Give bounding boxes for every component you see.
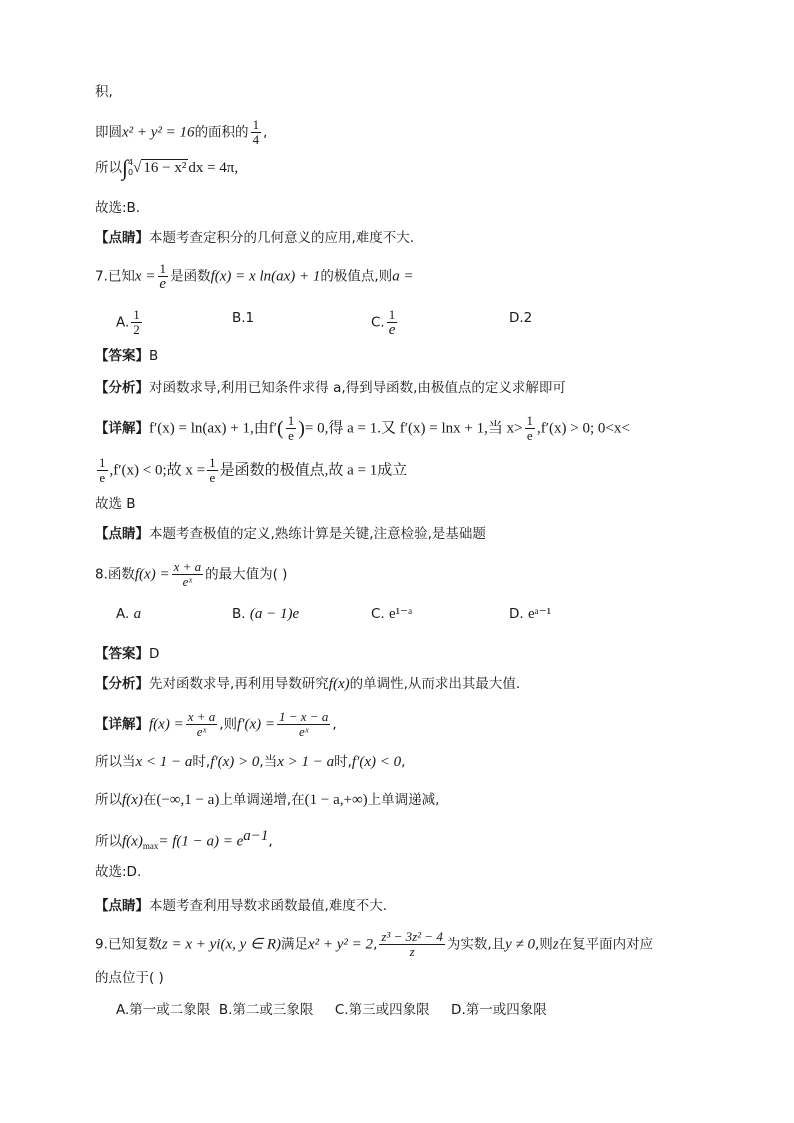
text-line: 积, — [95, 84, 113, 100]
text-line: 的点位于( ) — [95, 970, 164, 986]
q7-option-a: A. $\frac{1}{2}$ — [116, 307, 140, 337]
note-line: 【点睛】本题考查定积分的几何意义的应用,难度不大. — [95, 230, 415, 246]
question-8: 8.函数f(x) = $\frac{x + a}{\text{eˣ}}$ 的最大值为( ) — [95, 559, 288, 589]
answer-line: 【答案】B — [95, 348, 159, 364]
answer-line: 【答案】D — [95, 646, 160, 662]
q8-option-d: D. eᵃ⁻¹ — [509, 606, 552, 622]
text-line: 所以∫ 4 0 √ 16 − x² dx = 4π, — [95, 155, 239, 180]
detail-line: $\frac{1}{e}$ ,f′(x) < 0;故 x = $\frac{1}{e}$ 是函数的极值点,故 a = 1成立 — [99, 455, 408, 485]
q8-option-a: A. a — [116, 606, 142, 622]
question-9: 9.已知复数z = x + yi(x, y ∈ R)满足x² + y² = 2, $\frac{\text{z³ − 3z² − 4}}{z}$ 为实数,且y ≠ 0,则z在复平面内对应 — [95, 929, 654, 959]
q8-option-c: C. e¹⁻ᵃ — [371, 606, 413, 622]
q7-option-d: D.2 — [509, 310, 533, 326]
note-line: 【点睛】本题考查利用导数求函数最值,难度不大. — [95, 898, 388, 914]
fraction: $\frac{1}{4}$ — [252, 117, 260, 147]
detail-line: 所以当x < 1 − a时,f′(x) > 0,当x > 1 − a时,f′(x) < 0, — [95, 754, 406, 770]
text-line: 即圆x² + y² = 16的面积的 $\frac{1}{4}$ , — [95, 117, 268, 147]
note-line: 【点睛】本题考查极值的定义,熟练计算是关键,注意检验,是基础题 — [95, 526, 486, 542]
q7-option-b: B.1 — [232, 310, 255, 326]
choose-line: 故选 B — [95, 496, 136, 512]
detail-line: 所以f(x)在(−∞,1 − a)上单调递增,在(1 − a,+∞)上单调递减, — [95, 792, 440, 808]
question-7: 7.已知x = $\frac{1}{e}$ 是函数f(x) = x ln(ax) + 1的极值点,则a = — [95, 261, 414, 292]
text-line: 故选:B. — [95, 200, 141, 216]
detail-line: 【详解】f(x) = $\frac{x + a}{\text{eˣ}}$ ,则f′(x) = $\frac{1 - x - a}{\text{eˣ}}$ , — [95, 709, 337, 739]
q9-options: A.第一或二象限 B.第二或三象限 C.第三或四象限 D.第一或四象限 — [116, 1002, 547, 1018]
detail-line: 所以$f(x)_{max}= f(1 - a) = e^{a-1}$, — [95, 828, 273, 852]
analysis-line: 【分析】先对函数求导,再利用导数研究f(x)的单调性,从而求出其最大值. — [95, 676, 521, 692]
analysis-line: 【分析】对函数求导,利用已知条件求得 a,得到导函数,由极值点的定义求解即可 — [95, 380, 566, 396]
q7-option-c: C. $\frac{1}{e}$ — [371, 307, 396, 338]
q8-option-b: B. (a − 1)e — [232, 606, 300, 622]
choose-line: 故选:D. — [95, 864, 142, 880]
detail-line: 【详解】f′(x) = ln(ax) + 1,由f′( $\frac{1}{e}$ )= 0,得 a = 1.又 f′(x) = lnx + 1,当 x> $\frac{1}{e}$ ,f′(x) > 0; 0<x< — [95, 413, 630, 443]
